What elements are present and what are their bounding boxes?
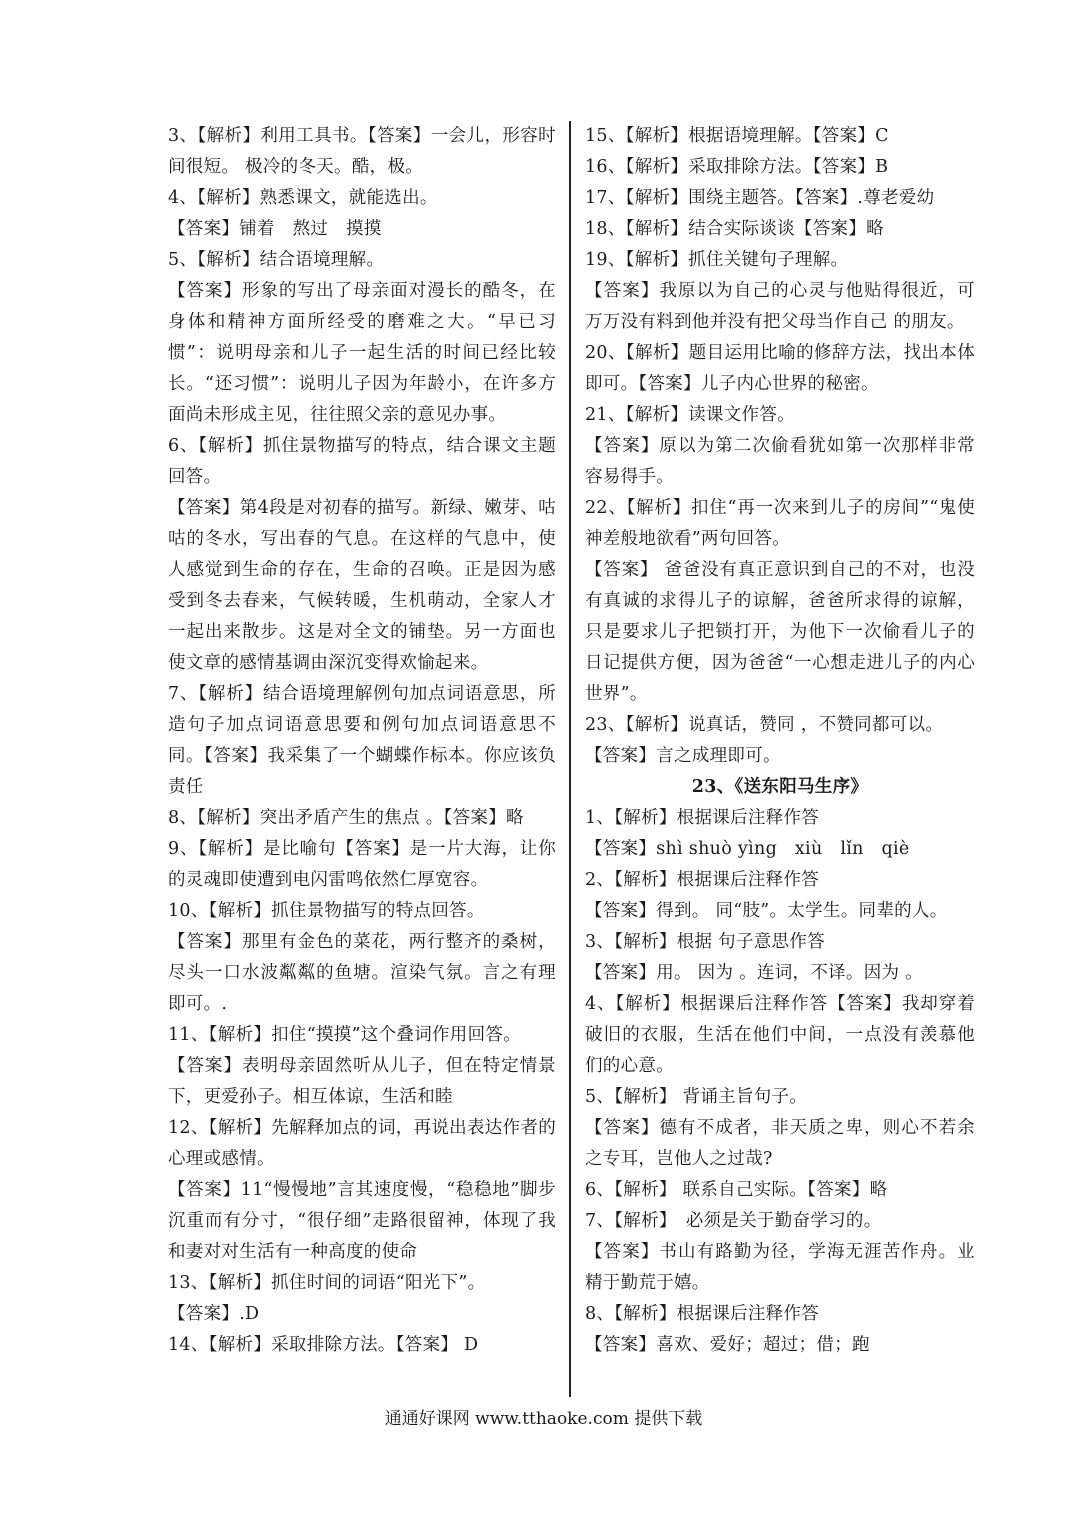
answer-paragraph: 【答案】德有不成者，非天质之卑，则心不若余之专耳，岂他人之过哉? — [585, 1118, 975, 1169]
answer-paragraph: 【答案】铺着 熬过 摸摸 — [168, 219, 382, 239]
answer-paragraph: 8、【解析】突出矛盾产生的焦点 。【答案】略 — [168, 808, 524, 828]
answer-paragraph: 22、【解析】扣住“再一次来到儿子的房间”“鬼使神差般地欲看”两句回答。 — [585, 498, 975, 549]
answer-paragraph: 7、【解析】结合语境理解例句加点词语意思，所造句子加点词语意思要和例句加点词语意思不同。【答案】我采集了一个蝴蝶作标本。你应该负责任 — [168, 684, 556, 797]
answer-paragraph: 【答案】形象的写出了母亲面对漫长的酷冬，在身体和精神方面所经受的磨难之大。“早已习惯”：说明母亲和儿子一起生活的时间已经比较长。“还习惯”：说明儿子因为年龄小，在许多方面尚未形成主见，往往照父亲的意见办事。 — [168, 281, 556, 425]
answer-paragraph: 【答案】得到。 同“肢”。太学生。同辈的人。 — [585, 901, 948, 921]
answer-paragraph: 14、【解析】采取排除方法。【答案】 D — [168, 1335, 479, 1355]
answer-paragraph: 6、【解析】 联系自己实际。【答案】略 — [585, 1180, 888, 1200]
answer-paragraph: 11、【解析】扣住“摸摸”这个叠词作用回答。 — [168, 1025, 522, 1045]
answer-paragraph: 【答案】我原以为自己的心灵与他贴得很近，可万万没有料到他并没有把父母当作自己 的朋友。 — [585, 281, 975, 332]
answer-paragraph: 10、【解析】抓住景物描写的特点回答。 — [168, 901, 485, 921]
answer-paragraph: 21、【解析】读课文作答。 — [585, 405, 795, 425]
column-divider — [569, 121, 571, 1397]
answer-paragraph: 【答案】书山有路勤为径，学海无涯苦作舟。业精于勤荒于嬉。 — [585, 1242, 975, 1293]
answer-paragraph: 1、【解析】根据课后注释作答 — [585, 808, 820, 828]
answer-paragraph: 3、【解析】根据 句子意思作答 — [585, 932, 825, 952]
answer-paragraph: 【答案】喜欢、爱好；超过；借；跑 — [585, 1335, 870, 1355]
page-footer: 通通好课网 www.tthaoke.com 提供下载 — [384, 1409, 703, 1429]
answer-paragraph: 4、【解析】熟悉课文，就能选出。 — [168, 188, 438, 208]
section-title: 23、《送东阳马生序》 — [691, 777, 869, 797]
answer-paragraph: 4、【解析】根据课后注释作答【答案】我却穿着破旧的衣服，生活在他们中间，一点没有羡慕他们的心意。 — [585, 994, 975, 1076]
answer-paragraph: 8、【解析】根据课后注释作答 — [585, 1304, 820, 1324]
answer-paragraph: 【答案】 爸爸没有真正意识到自己的不对，也没有真诚的求得儿子的谅解，爸爸所求得的谅解，只是要求儿子把锁打开，为他下一次偷看儿子的日记提供方便，因为爸爸“一心想走进儿子的内心世界”。 — [585, 560, 975, 704]
left-answer-column — [168, 121, 556, 1361]
right-answer-column — [585, 121, 975, 1361]
answer-paragraph: 18、【解析】结合实际谈谈【答案】略 — [585, 219, 884, 239]
answer-paragraph: 6、【解析】抓住景物描写的特点，结合课文主题回答。 — [168, 436, 556, 487]
answer-paragraph: 15、【解析】根据语境理解。【答案】C — [585, 126, 889, 146]
answer-paragraph: 5、【解析】结合语境理解。 — [168, 250, 385, 270]
answer-paragraph: 20、【解析】题目运用比喻的修辞方法，找出本体即可。【答案】儿子内心世界的秘密。 — [585, 343, 975, 394]
answer-paragraph: 2、【解析】根据课后注释作答 — [585, 870, 820, 890]
answer-paragraph: 【答案】用。 因为 。连词，不译。因为 。 — [585, 963, 923, 983]
answer-paragraph: 16、【解析】采取排除方法。【答案】B — [585, 157, 889, 177]
answer-paragraph: 【答案】11“慢慢地”言其速度慢，“稳稳地”脚步沉重而有分寸，“很仔细”走路很留神，体现了我和妻对对生活有一种高度的使命 — [168, 1180, 556, 1262]
answer-paragraph: 【答案】shì shuò yìng xiù lǐn qiè — [585, 839, 910, 859]
answer-paragraph: 【答案】.D — [168, 1304, 260, 1324]
answer-paragraph: 23、【解析】说真话，赞同 ，不赞同都可以。 — [585, 715, 944, 735]
answer-paragraph: 19、【解析】抓住关键句子理解。 — [585, 250, 849, 270]
answer-paragraph: 3、【解析】利用工具书。【答案】一会儿，形容时间很短。 极冷的冬天。酷，极。 — [168, 126, 556, 177]
answer-paragraph: 【答案】第4段是对初春的描写。新绿、嫩芽、咕咕的冬水，写出春的气息。在这样的气息中，使人感觉到生命的存在，生命的召唤。正是因为感受到冬去春来，气候转暖，生机萌动，全家人才一起出来散步。这是对全文的铺垫。另一方面也使文章的感情基调由深沉变得欢愉起来。 — [168, 498, 556, 673]
answer-paragraph: 【答案】原以为第二次偷看犹如第一次那样非常容易得手。 — [585, 436, 975, 487]
answer-paragraph: 7、【解析】 必须是关于勤奋学习的。 — [585, 1211, 882, 1231]
answer-paragraph: 【答案】言之成理即可。 — [585, 746, 781, 766]
answer-paragraph: 12、【解析】先解释加点的词，再说出表达作者的心理或感情。 — [168, 1118, 556, 1169]
answer-paragraph: 【答案】那里有金色的菜花，两行整齐的桑树，尽头一口水波粼粼的鱼塘。渲染气氛。言之有理即可。. — [168, 932, 556, 1014]
answer-paragraph: 17、【解析】围绕主题答。【答案】.尊老爱幼 — [585, 188, 935, 208]
answer-paragraph: 【答案】表明母亲固然听从儿子，但在特定情景下，更爱孙子。相互体谅，生活和睦 — [168, 1056, 556, 1107]
answer-paragraph: 5、【解析】 背诵主旨句子。 — [585, 1087, 808, 1107]
answer-paragraph: 9、【解析】是比喻句【答案】是一片大海，让你的灵魂即使遭到电闪雷鸣依然仁厚宽容。 — [168, 839, 556, 890]
answer-paragraph: 13、【解析】抓住时间的词语“阳光下”。 — [168, 1273, 486, 1293]
